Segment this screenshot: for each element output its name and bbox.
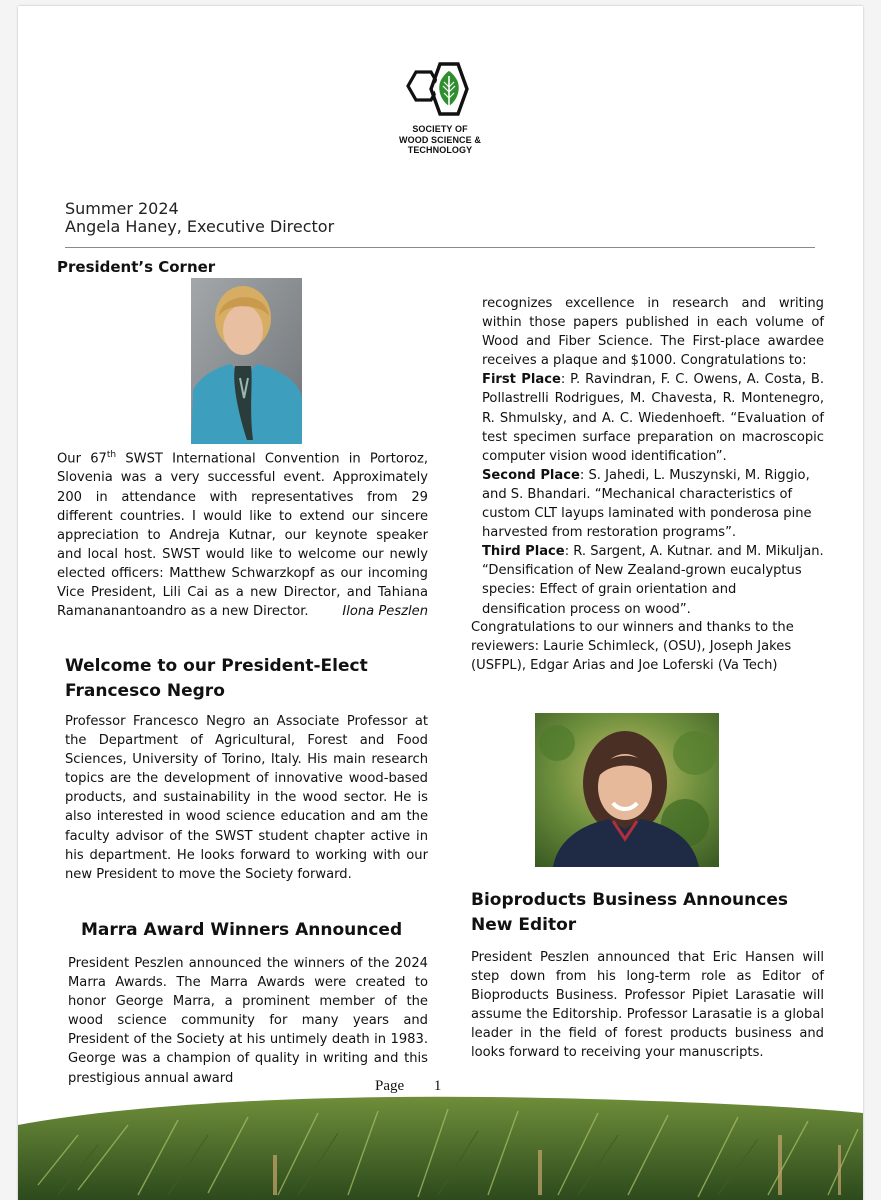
first-place-label: First Place bbox=[482, 372, 561, 388]
portrait-photo-editor bbox=[535, 713, 719, 867]
society-name bbox=[380, 124, 500, 156]
evergreen-branches-photo bbox=[18, 1095, 863, 1200]
second-place-entry bbox=[482, 466, 824, 542]
marra-text: President Peszlen announced the winners of the 2024 Marra Awards. The Marra Awards were created to honor George Marra, a prominent member of the wood science community for many years and President of the Society at his untimely death in 1983. George was a champion of quality in writing and this prestigious annual award bbox=[68, 956, 428, 1086]
section-heading-bioproducts: Bioproducts Business Announces New Editor bbox=[471, 890, 788, 935]
issue-date: Summer 2024 bbox=[65, 199, 179, 218]
second-place-label: Second Place bbox=[482, 467, 580, 483]
welcome-text: Professor Francesco Negro an Associate Professor at the Department of Agricultural, Forest and Food Sciences, University of Torino, Italy. His main research topics are the development of innovative wood-based products, and sustainability in the wood sector. He is also interested in wood science education and am the faculty advisor of the SWST student chapter active in his department. He looks forward to working with our new President to move the Society forward. bbox=[65, 714, 428, 882]
bioproducts-text: President Peszlen announced that Eric Hansen will step down from his long-term role as Editor of Bioproducts Business. Professor Pipiet Larasatie will assume the Editorship. Professor Larasatie is a global leader in the field of forest products business and looks forward to receiving your manuscripts. bbox=[471, 950, 824, 1061]
header-divider bbox=[65, 247, 815, 248]
marra-continued-text bbox=[482, 294, 824, 619]
society-name-line: TECHNOLOGY bbox=[407, 145, 473, 155]
paragraph-text: Our 67 bbox=[57, 451, 107, 467]
marra-thanks-text: Congratulations to our winners and thanks to the reviewers: Laurie Schimleck, (OSU), Joseph Jakes (USFPL), Edgar Arias and Joe Loferski (Va Tech) bbox=[471, 620, 794, 674]
section-heading-presidents-corner: President’s Corner bbox=[57, 258, 216, 276]
page-number-value: 1 bbox=[433, 1078, 442, 1094]
third-place-text: : R. Sargent, A. Kutnar. and M. Mikuljan. “Densification of New Zealand-grown eucalyptus species: Effect of grain orientation and densification process on wood”. bbox=[482, 544, 824, 617]
signature: Ilona Peszlen bbox=[342, 604, 428, 620]
page-number bbox=[375, 1078, 441, 1095]
section-heading-welcome: Welcome to our President-Elect Francesco Negro bbox=[65, 656, 368, 701]
third-place-entry bbox=[482, 542, 824, 618]
second-place-text: : S. Jahedi, L. Muszynski, M. Riggio, and S. Bhandari. “Mechanical characteristics of custom CLT layups laminated with ponderosa pine harvested from restoration programs”. bbox=[482, 467, 812, 541]
first-place-entry bbox=[482, 370, 824, 465]
section-heading-marra: Marra Award Winners Announced bbox=[81, 920, 403, 940]
society-name-line: SOCIETY OF bbox=[412, 124, 468, 134]
portrait-photo-president bbox=[191, 278, 302, 444]
author-line: Angela Haney, Executive Director bbox=[65, 217, 335, 236]
superscript-ordinal: th bbox=[106, 450, 117, 460]
third-place-label: Third Place bbox=[482, 544, 565, 560]
society-name-line: WOOD SCIENCE & bbox=[399, 134, 481, 145]
paragraph-text: SWST International Convention in Portoroz, Slovenia was a very successful event. Approximately 200 in attendance with representatives from 29 different countries. I would like to extend our sincere appreciation to Andreja Kutnar, our keynote speaker and local host. SWST would like to welcome our newly elected officers: Matthew Schwarzkopf as our incoming Vice President, Lili Cai as a new Director, and Tahiana Ramananantoandro as a new Director. bbox=[57, 451, 428, 620]
marra-intro: recognizes excellence in research and writing within those papers published in each volume of Wood and Fiber Science. The First-place awardee receives a plaque and $1000. Congratulations to: bbox=[482, 296, 824, 369]
hexagon-leaf-icon bbox=[404, 62, 474, 120]
page-label: Page bbox=[375, 1078, 405, 1094]
presidents-corner-text bbox=[57, 446, 428, 621]
first-place-text: : P. Ravindran, F. C. Owens, A. Costa, B. Pollastrelli Rodrigues, M. Chavesta, R. Montenegro, R. Shmulsky, and A. C. Wiedenhoeft. “Evaluation of test specimen surface preparation on macroscopic computer vision wood identification”. bbox=[482, 372, 824, 464]
